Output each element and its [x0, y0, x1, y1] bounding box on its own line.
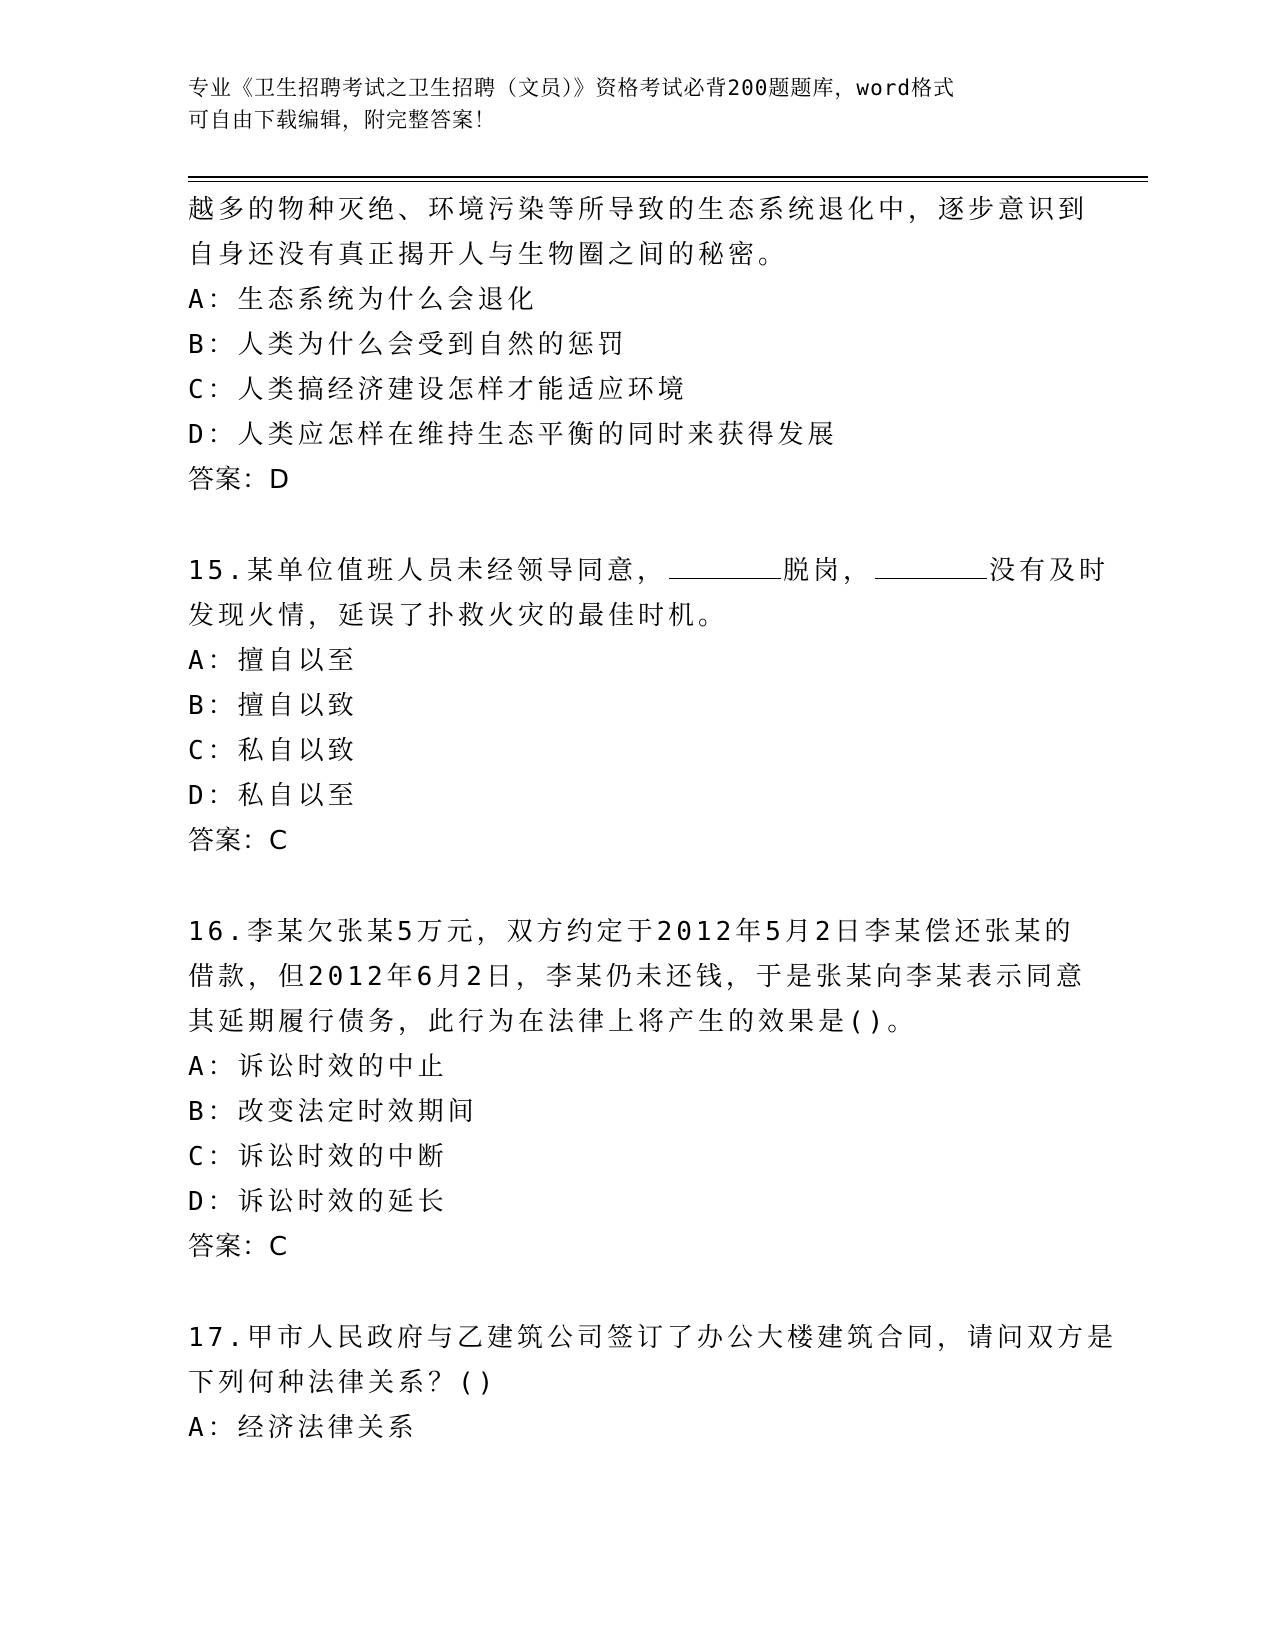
question-stem-line: 越多的物种灭绝、环境污染等所导致的生态系统退化中，逐步意识到 — [188, 195, 1089, 225]
question-14 — [188, 188, 1088, 503]
option-d: D：私自以至 — [188, 781, 358, 811]
question-stem-line: 16.李某欠张某5万元，双方约定于2012年5月2日李某偿还张某的 — [188, 917, 1075, 947]
option-b: B：改变法定时效期间 — [188, 1097, 478, 1127]
answer-line: 答案：C — [188, 826, 289, 856]
option-d: D：人类应怎样在维持生态平衡的同时来获得发展 — [188, 420, 838, 450]
page-header — [188, 72, 1088, 136]
question-spacer — [188, 864, 1088, 910]
question-16 — [188, 910, 1088, 1270]
question-stem-line: 借款，但2012年6月2日，李某仍未还钱，于是张某向李某表示同意 — [188, 962, 1086, 992]
option-a: A：诉讼时效的中止 — [188, 1052, 448, 1082]
header-title-line-1: 专业《卫生招聘考试之卫生招聘（文员）》资格考试必背200题题库，word格式 — [188, 76, 955, 100]
option-c: C：私自以致 — [188, 736, 358, 766]
fill-blank-1 — [669, 552, 781, 579]
option-a: A：经济法律关系 — [188, 1413, 418, 1443]
question-17 — [188, 1316, 1117, 1451]
option-b: B：擅自以致 — [188, 691, 358, 721]
option-a: A：生态系统为什么会退化 — [188, 285, 538, 315]
option-a: A：擅自以至 — [188, 646, 358, 676]
question-spacer — [188, 503, 1088, 549]
option-d: D：诉讼时效的延长 — [188, 1187, 448, 1217]
header-divider-thin — [188, 181, 1148, 182]
stem-text: 没有及时 — [988, 556, 1109, 586]
question-stem-line: 发现火情，延误了扑救火灾的最佳时机。 — [188, 601, 729, 631]
header-title-line-2: 可自由下载编辑，附完整答案！ — [188, 108, 496, 132]
header-divider — [188, 176, 1148, 182]
question-stem-line: 下列何种法律关系？() — [188, 1368, 498, 1398]
question-list — [188, 188, 1117, 1451]
question-stem-line — [188, 549, 1109, 594]
question-stem-line: 自身还没有真正揭开人与生物圈之间的秘密。 — [188, 240, 789, 270]
fill-blank-2 — [875, 552, 987, 579]
option-c: C：诉讼时效的中断 — [188, 1142, 448, 1172]
answer-line: 答案：C — [188, 1232, 289, 1262]
header-divider-thick — [188, 176, 1148, 178]
question-stem-line: 17.甲市人民政府与乙建筑公司签订了办公大楼建筑合同，请问双方是 — [188, 1323, 1117, 1353]
stem-text: 脱岗， — [782, 556, 873, 586]
answer-line: 答案：D — [188, 465, 291, 495]
question-15 — [188, 549, 1109, 864]
option-b: B：人类为什么会受到自然的惩罚 — [188, 330, 628, 360]
question-spacer — [188, 1270, 1088, 1316]
stem-text: 15.某单位值班人员未经领导同意， — [188, 556, 667, 586]
question-stem-line: 其延期履行债务，此行为在法律上将产生的效果是()。 — [188, 1007, 918, 1037]
option-c: C：人类搞经济建设怎样才能适应环境 — [188, 375, 688, 405]
